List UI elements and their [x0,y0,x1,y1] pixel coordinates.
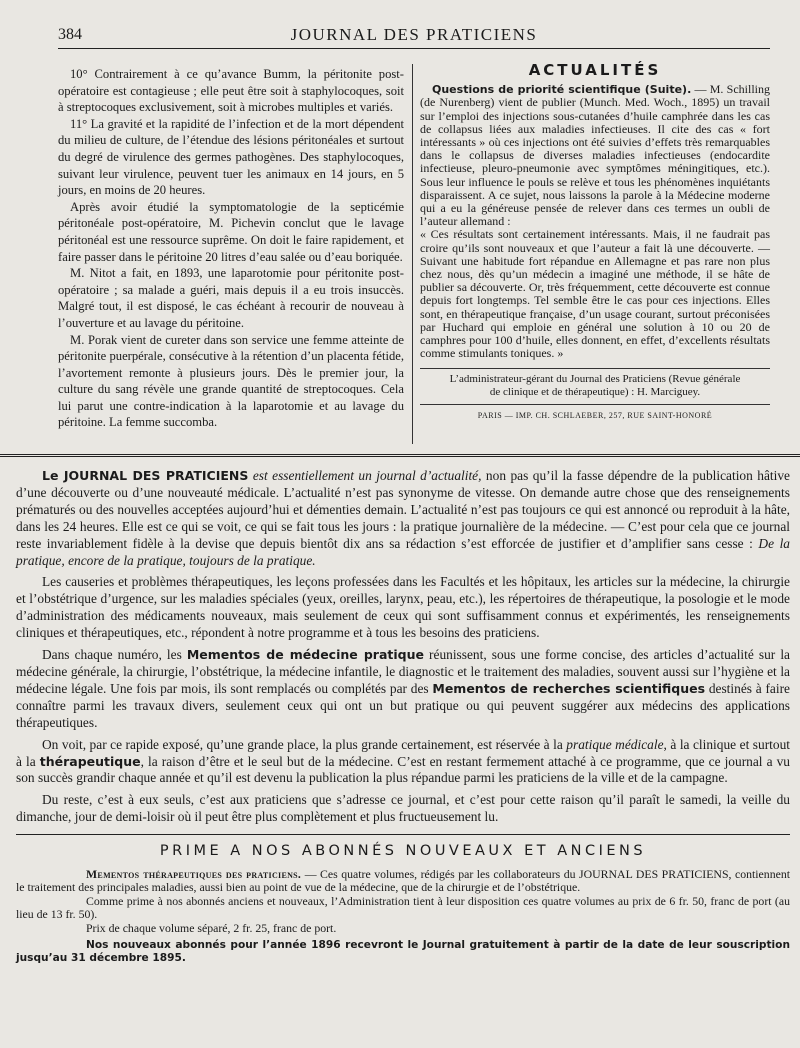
programme-text-c: , à la clinique et surtout à la [16,736,790,769]
section-title: ACTUALITÉS [528,61,662,79]
lead-heading: Questions de priorité scientifique (Suite). [432,83,692,97]
paragraph-porak: M. Porak vient de cureter dans son service une femme atteinte de péritonite puerpérale, consécutive à la rétention d’un placenta fétide, l’avortement remonte à plusieurs jours. Dès le premier jour, la culture du sang révèle une grande quantité de streptocoques. Cela lui parut une contre-indication à la laparotomie et au lavage du péritoine. La femme succomba. [58,332,404,430]
prime-divider [16,834,790,835]
prime-text-1: — Ces quatre volumes, rédigés par les collaborateurs du JOURNAL DES PRATICIENS, contiennent le traitement des principales maladies, aussi bien au point de vue de la médecine, que de la chirurgie et de l’obstétrique. [16,867,790,895]
programme-text-a: On voit, par ce rapide exposé, qu’une grande place, la plus grande certainement, est réservée à la [42,736,567,752]
two-column-section [58,60,770,440]
prime-title: PRIME A NOS ABONNÉS NOUVEAUX ET ANCIENS [159,843,647,860]
mementos-text-c: réunissent, sous une forme concise, des articles d’actualité sur la médecine générale, la chirurgie, l’obstétrique, la médecine infantile, le diagnostic et le traitement des maladies, souvent aussi sur l’hygiène et la médecine légale. Une fois par mois, ils sont remplacés ou complétés par des [16,647,790,696]
paragraph-programme [16,737,790,788]
section-divider [0,454,800,457]
journal-title: JOURNAL DES PRATICIENS [290,25,538,44]
quote-text: « Ces résultats sont certainement intéressants. Mais, il ne faudrait pas croire qu’ils sont nouveaux et que l’auteur a fait là une découverte. — Suivant une habitude fort répandue en Allemagne et pas rare non plus chez nous, dès qu’un médecin a imaginé une méthode, il se hâte de publier sa découverte. Or, très fréquemment, cette découverte est connue depuis fort longtemps. Tel semble être le cas pour ces injections. Elles sont, en thérapeutique française, d’un usage courant, surtout préconisées par Huchard qui emploie en général une solution à 10 ou 20 de camphres pour 100 d’huile, elles donnent, en effet, d’excellents résultats comme stimulants toniques. » [420,227,770,361]
motto: De la pratique, encore de la pratique, toujours de la pratique. [16,535,790,568]
mementos-text-a: Dans chaque numéro, les [42,647,187,663]
paragraph-samedi: Du reste, c’est à eux seuls, c’est aux praticiens que s’adresse ce journal, et c’est pour cette raison qu’il paraît le samedi, la veille du dimanche, jour de demi-loisir où il peut être plus complètement et plus fructueusement lu. [16,792,790,825]
left-column [58,66,404,431]
page-header [58,22,770,49]
mementos-medecine: Mementos de médecine pratique [186,647,424,663]
journal-presentation [16,468,790,966]
admin-line-2: de clinique et de thérapeutique) : H. Marciguey. [489,386,701,399]
quotation [420,228,770,360]
paragraph-actualite [16,468,790,569]
administrator-line [420,368,770,399]
printer-line: PARIS — IMP. CH. SCHLAEBER, 257, RUE SAINT-HONORÉ [420,404,770,422]
mementos-text-e: destinés à faire connaître parmi les travaux divers, seulement ceux qui ont un but pratique ou qui peuvent suggérer aux médecins des applications thérapeutiques. [16,680,790,730]
prime-lead: Mementos thérapeutiques des praticiens. [86,867,302,882]
lead-text: — M. Schilling (de Nurenberg) vient de publier (Munch. Med. Woch., 1895) un travail sur l’emploi des injections sous-cutanées d’huile camphrée dans les cas de collapsus liées aux maladies infectieuses. Il cite des cas « fort intéressants » où ces injections ont été suivies d’effets très remarquables dans le collapsus de diverses maladies infectieuses (endocardite infectieuse, pleuro-pneumonie avec symptômes méningitiques, etc.). Sous leur influence le pouls se relève et tous les phénomènes inquiétants disparaissent. A ce sujet, nous laissons la parole à la Médecine moderne qui a eu la généreuse pensée de relever dans ces termes un oubli de l’auteur allemand : [420,82,770,229]
paragraph-nitot: M. Nitot a fait, en 1893, une laparotomie pour péritonite post-opératoire ; sa malade a guéri, mais depuis il a eu trois insuccès. Malgré tout, il est disposé, le cas échéant à recourir de nouveau à l’ouverture et au lavage du péritoine. [58,266,404,330]
paragraph-11: 11° La gravité et la rapidité de l’infection et de la mort dépendent du milieu de culture, de l’étendue des lésions péritonéales et surtout du degré de virulence des germes pathogènes. Des staphylocoques, suivant leur virulence, peuvent tuer les animaux en 14 jours, en 5 jours, en moins de 20 heures. [58,116,404,198]
page-number: 384 [58,26,82,43]
column-divider [412,64,413,444]
mementos-recherches: Mementos de recherches scientifiques [432,680,706,696]
programme-text-e: , la raison d’être et le seul but de la médecine. C’est en restant fermement attaché à ce programme, que ce journal a vu son succès grandir chaque année et qu’il est devenu la publication la plus répandue parmi les praticiens de la ville et de la campagne. [16,753,790,786]
prime-paragraph-1 [16,868,790,895]
actualite-text: non pas qu’il la fasse dépendre de la publication hâtive d’une découverte ou d’une nouveauté médicale. L’actualité n’est pas synonyme de vitesse. On demande autre chose que des renseignements prématurés ou des nouvelles acceptées aujourd’hui et démenties demain. L’actualité n’est pas toujours ce qui est annoncé ou reproduit à la hâte, dans les 24 heures. Elle est ce qui se voit, ce qui se fait tous les jours : la pratique journalière de la médecine. — C’est pour cela que ce journal reste invariablement fidèle à la devise que depuis bientôt dix ans sa rédaction s’est efforcée de justifier et d’amplifier sans cesse : [16,468,790,551]
prime-paragraph-4: Nos nouveaux abonnés pour l’année 1896 recevront le Journal gratuitement à partir de la date de leur souscription jusqu’au 31 décembre 1895. [16,939,790,965]
prime-section [16,868,790,966]
prime-paragraph-2: Comme prime à nos abonnés anciens et nouveaux, l’Administration tient à leur disposition ces quatre volumes au prix de 6 fr. 50, franc de port (au lieu de 13 fr. 50). [16,893,790,922]
paragraph-pichevin: Après avoir étudié la symptomatologie de la septicémie péritonéale post-opératoire, M. Pichevin conclut que le lavage péritonéal est une ressource suprême. On doit le faire rapidement, et faire passer dans le péritoine 20 litres d’eau salée ou d’eau boriquée. [58,199,404,264]
paragraph-causeries: Les causeries et problèmes thérapeutiques, les leçons professées dans les Facultés et les hôpitaux, les articles sur la médecine, la chirurgie et l’obstétrique d’urgence, sur les maladies spéciales (yeux, oreilles, larynx, peau, etc.), les répertoires de thérapeutique, la posologie et le mode d’administration des médicaments nouveaux, mais seulement de ceux qui sont suffisamment connus et expérimentés, les renseignements cliniques et thérapeutiques, etc., répondent à notre programme et à tous les besoins des praticiens. [16,574,790,641]
admin-line-1: L’administrateur-gérant du Journal des Praticiens (Revue générale [449,373,741,386]
journal-name: Le JOURNAL DES PRATICIENS [42,468,249,483]
pratique-medicale: pratique médicale [566,736,664,752]
paragraph-10: 10° Contrairement à ce qu’avance Bumm, la péritonite post-opératoire est contagieuse ; elle peut être soit à staphylocoques, soit à streptocoques exclusivement, soit à microbes multiples et variés. [58,67,404,115]
right-column [420,60,770,423]
prime-paragraph-3: Prix de chaque volume séparé, 2 fr. 25, franc de port. [86,920,337,935]
actualite-phrase: est essentiellement un journal d’actualité, [248,468,482,483]
therapeutique-word: thérapeutique [39,753,141,769]
lead-article [420,83,770,228]
paragraph-mementos [16,647,790,732]
